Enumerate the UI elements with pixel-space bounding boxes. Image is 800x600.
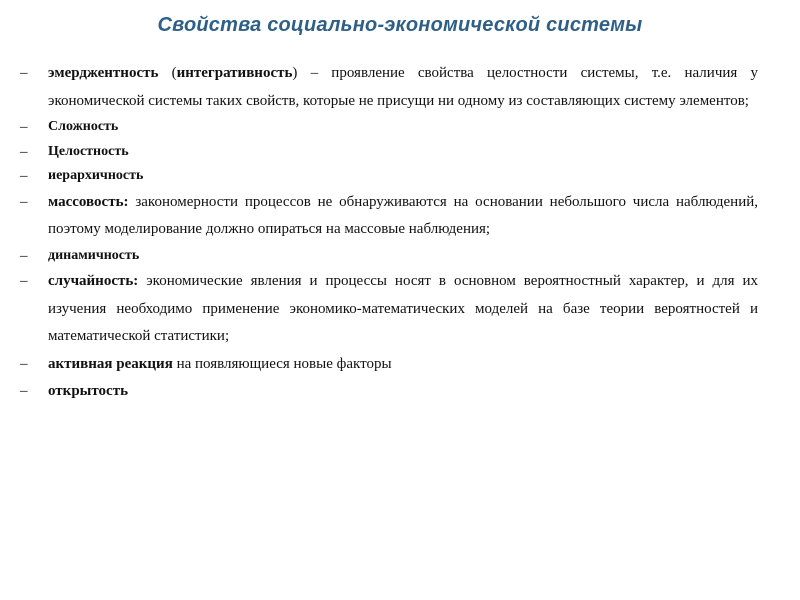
bullet-dash: – [20, 247, 28, 264]
item-text-part: ( [158, 65, 177, 81]
item-term: Целостность [48, 143, 129, 159]
bullet-dash: – [20, 383, 28, 399]
item-text [48, 164, 758, 189]
bullet-dash: – [20, 119, 28, 135]
list-item-emergence [20, 60, 758, 115]
item-term: открытость [48, 383, 128, 399]
bullet-dash: – [20, 143, 28, 160]
item-text [48, 378, 758, 406]
item-text [48, 268, 758, 351]
list-item-integrity [20, 140, 758, 165]
item-term: активная реакция [48, 355, 173, 372]
list-item-complexity [20, 115, 758, 140]
item-term: Сложность [48, 119, 119, 134]
item-description: экономические явления и процессы носят в основном вероятностный характер, и для их изучения необходимо применение экономико-математических моделей на базе теории вероятностей и математической статистики; [48, 273, 758, 344]
bullet-dash: – [20, 65, 28, 81]
item-term: эмерджентность [48, 65, 159, 81]
slide-title: Свойства социально-экономической системы [157, 14, 643, 36]
bullet-dash: – [20, 273, 28, 289]
item-term: иерархичность [48, 168, 144, 183]
item-description: закономерности процессов не обнаруживаются на основании небольшого числа наблюдений, поэтому моделирование должно опираться на массовые наблюдения; [48, 193, 758, 237]
list-item-randomness [20, 268, 758, 351]
item-term: массовость: [48, 193, 129, 210]
list-item-dynamics [20, 244, 758, 269]
bullet-dash: – [20, 193, 28, 210]
item-term: случайность: [48, 273, 139, 289]
item-description: ) – проявление свойства целостности системы, т.е. наличия у экономической системы таких свойств, которые не присущи ни одному из составляющих систему элементов; [48, 65, 758, 109]
list-item-openness [20, 378, 758, 406]
list-item-hierarchy [20, 164, 758, 189]
item-text [48, 351, 758, 379]
item-text [48, 189, 758, 244]
item-text [48, 115, 758, 140]
item-description: на появляющиеся новые факторы [172, 355, 392, 372]
item-text [48, 140, 758, 165]
item-text [48, 60, 758, 115]
list-item-mass [20, 189, 758, 244]
item-text [48, 244, 758, 269]
bullet-dash: – [20, 355, 28, 372]
list-item-active-reaction [20, 351, 758, 379]
properties-list [20, 60, 758, 406]
bullet-dash: – [20, 168, 28, 184]
item-term-secondary: интегративность [176, 65, 293, 81]
item-term: динамичность [48, 247, 140, 263]
